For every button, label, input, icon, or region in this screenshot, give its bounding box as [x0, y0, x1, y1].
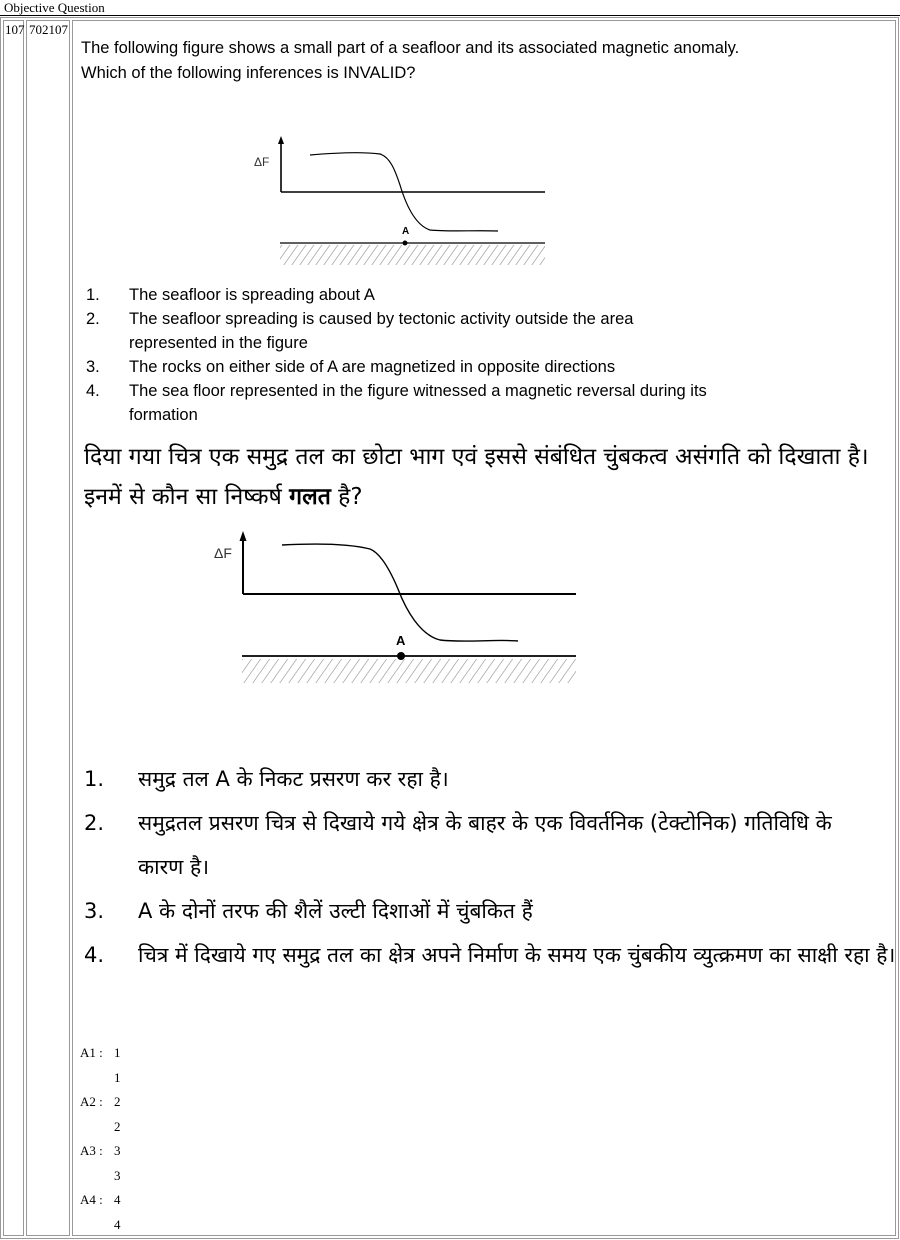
- point-a-label: A: [402, 226, 410, 237]
- magnetic-anomaly-figure-english: [250, 130, 550, 270]
- options-english: [81, 283, 721, 427]
- delta-f-label: ΔF: [214, 545, 232, 561]
- magnetic-anomaly-figure-hindi: [210, 525, 580, 690]
- section-label: Objective Question: [0, 0, 900, 16]
- point-a-label: A: [396, 633, 406, 648]
- question-text-english: The following figure shows a small part of a seafloor and its associated magnetic anomaly. Which of the following inferences is INVALID?: [81, 39, 740, 82]
- options-hindi: [84, 757, 896, 977]
- question-number: 107: [3, 20, 24, 1236]
- question-text-hindi: दिया गया चित्र एक समुद्र तल का छोटा भाग एवं इससे संबंधित चुंबकत्व असंगति को दिखाता है। इनमें से कौन सा निष्कर्ष गलत है?: [84, 444, 869, 510]
- option-hindi-3: 3. A के दोनों तरफ की शैलें उल्टी दिशाओं में चुंबकित हैं: [84, 899, 533, 923]
- option-english-3: 3. The rocks on either side of A are magnetized in opposite directions: [86, 358, 616, 376]
- option-english-4: 4. The sea floor represented in the figure witnessed a magnetic reversal during its formation: [86, 382, 707, 424]
- option-hindi-4: 4. चित्र में दिखाये गए समुद्र तल का क्षेत्र अपने निर्माण के समय एक चुंबकीय व्युत्क्रमण का साक्षी रहा है।: [84, 943, 896, 967]
- option-hindi-1: 1. समुद्र तल A के निकट प्रसरण कर रहा है।: [84, 767, 449, 791]
- option-hindi-2: 2. समुद्रतल प्रसरण चित्र से दिखाये गये क्षेत्र के बाहर के एक विवर्तनिक (टेक्टोनिक) गतिविधि के कारण है।: [84, 811, 832, 879]
- option-english-2: 2. The seafloor spreading is caused by tectonic activity outside the area represented in the figure: [86, 310, 634, 352]
- delta-f-label: ΔF: [254, 155, 270, 169]
- option-english-1: 1. The seafloor is spreading about A: [86, 286, 375, 304]
- question-id: 702107: [26, 20, 70, 1236]
- emphasis-wrong: गलत: [289, 484, 331, 510]
